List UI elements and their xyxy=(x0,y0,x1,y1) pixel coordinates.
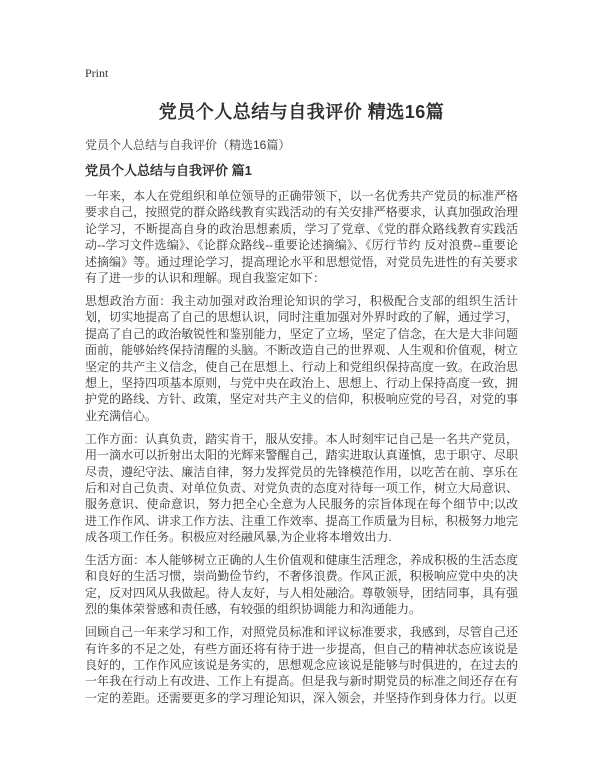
body-paragraph: 思想政治方面：我主动加强对政治理论知识的学习，积极配合支部的组织生活计划，切实地提高了自己的思想认识，同时注重加强对外界时政的了解，通过学习，提高了自己的政治敏锐性和鉴别能力，坚定了立场，坚定了信念，在大是大非问题面前，能够始终保持清醒的头脑。不断改造自己的世界观、人生观和价值观，树立坚定的共产主义信念，使自己在思想上、行动上和党组织保持高度一致。在政治思想上，坚持四项基本原则，与党中央在政治上、思想上、行动上保持高度一致，拥护党的路线、方针、政策，坚定对共产主义的信仰，积极响应党的号召，对党的事业充满信心。 xyxy=(85,293,518,423)
body-paragraph: 回顾自己一年来学习和工作，对照党员标准和评议标准要求，我感到，尽管自己还有许多的不足之处，有些方面还将有待于进一步提高，但自己的精神状态应该说是良好的，工作作风应该说是务实的，思想观念应该说是能够与时俱进的，在过去的一年我在行动上有改进、工作上有提高。但是我与新时期党员的标准之间还存在有一定的差距。还需要更多的学习理论知识，深入领会，并坚持作到身体力行。以更 xyxy=(85,625,518,705)
document-subtitle: 党员个人总结与自我评价（精选16篇） xyxy=(85,138,291,152)
body-paragraph: 生活方面：本人能够树立正确的人生价值观和健康生活理念，养成积极的生活态度和良好的生活习惯，崇尚勤俭节约，不奢侈浪费。作风正派，积极响应党中央的决定，反对四风从我做起。待人友好，与人相处融洽。尊敬领导，团结同事，具有强烈的集体荣誉感和责任感，有较强的组织协调能力和沟通能力。 xyxy=(85,553,518,617)
section-heading-part1: 党员个人总结与自我评价 篇1 xyxy=(85,163,252,178)
page-title: 党员个人总结与自我评价 精选16篇 xyxy=(158,102,445,122)
print-link[interactable]: Print xyxy=(85,66,109,80)
body-paragraph: 一年来，本人在党组织和单位领导的正确带领下，以一名优秀共产党员的标准严格要求自己，按照党的群众路线教育实践活动的有关安排严格要求，认真加强政治理论学习，不断提高自身的政治思想素质，学习了党章、《党的群众路线教育实践活动--学习文件选编》、《论群众路线--重要论述摘编》、《厉行节约 反对浪费--重要论述摘编》等。通过理论学习，提高理论水平和思想觉悟，对党员先进性的有关要求有了进一步的认识和理解。现自我鉴定如下： xyxy=(85,189,518,286)
document-body xyxy=(85,188,518,706)
body-paragraph: 工作方面：认真负责，踏实肯干，服从安排。本人时刻牢记自己是一名共产党员，用一滴水可以折射出太阳的光辉来警醒自己，踏实进取认真谨慎，忠于职守、尽职尽责，遵纪守法、廉洁自律，努力发挥党员的先锋模范作用，以吃苦在前、享乐在后和对自己负责、对单位负责、对党负责的态度对待每一项工作，树立大局意识、服务意识、使命意识，努力把全心全意为人民服务的宗旨体现在每个细节中;以改进工作作风、讲求工作方法、注重工作效率、提高工作质量为目标，积极努力地完成各项工作任务。积极应对经融风暴,为企业将本增效出力. xyxy=(85,431,518,545)
